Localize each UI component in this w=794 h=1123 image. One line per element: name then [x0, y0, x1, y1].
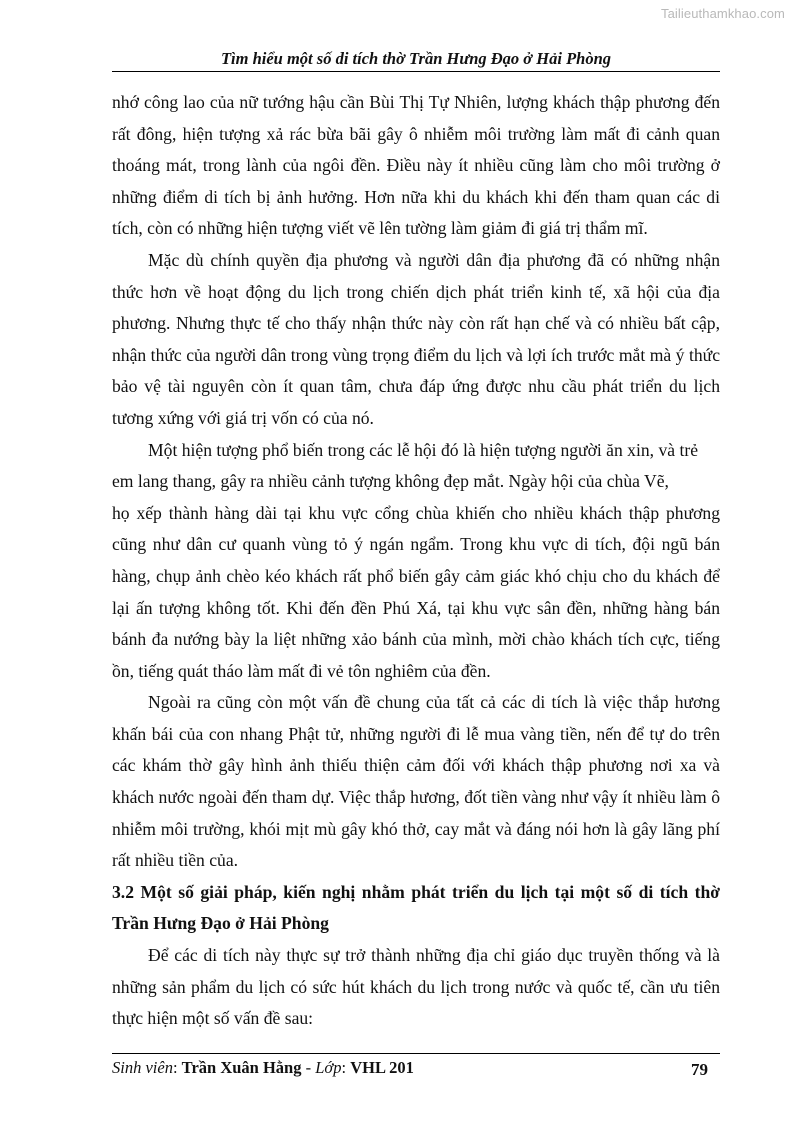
- document-body: [112, 87, 720, 1035]
- paragraph-3b: họ xếp thành hàng dài tại khu vực cổng chùa khiến cho nhiều khách thập phương cũng như dân cư quanh vùng tỏ ý ngán ngẩm. Trong khu vực di tích, đội ngũ bán hàng, chụp ảnh chèo kéo khách rất phổ biến gây cảm giác khó chịu cho du khách để lại ấn tượng không tốt. Khi đến đền Phú Xá, tại khu vực sân đền, những hàng bán bánh đa nướng bày la liệt những xảo bánh của mình, mời chào khách tích cực, tiếng ồn, tiếng quát tháo làm mất đi vẻ tôn nghiêm của đền.: [112, 502, 720, 681]
- footer-separator: :: [172, 1058, 182, 1077]
- paragraph-5: Để các di tích này thực sự trở thành những địa chỉ giáo dục truyền thống và là những sản phẩm du lịch có sức hút khách du lịch trong nước và quốc tế, cần ưu tiên thực hiện một số vấn đề sau:: [112, 945, 720, 1029]
- section-heading-3-2: 3.2 Một số giải pháp, kiến nghị nhằm phát triển du lịch tại một số di tích thờ Trần Hưng Đạo ở Hải Phòng: [112, 881, 720, 934]
- footer-separator-2: :: [341, 1058, 351, 1077]
- student-name: Trần Xuân Hằng: [181, 1058, 302, 1077]
- class-label: Lớp: [315, 1058, 342, 1077]
- header-divider: [112, 71, 720, 72]
- page-footer: [112, 1058, 720, 1078]
- paragraph-3a: Một hiện tượng phổ biến trong các lễ hội đó là hiện tượng người ăn xin, và trẻ em lang thang, gây ra nhiều cảnh tượng không đẹp mắt. Ngày hội của chùa Vẽ,: [112, 439, 699, 492]
- paragraph-1: nhớ công lao của nữ tướng hậu cần Bùi Thị Tự Nhiên, lượng khách thập phương đến rất đông, hiện tượng xả rác bừa bãi gây ô nhiễm môi trường làm mất đi cảnh quan thoáng mát, trong lành của ngôi đền. Điều này ít nhiều cũng làm cho môi trường ở những điểm di tích bị ảnh hưởng. Hơn nữa khi du khách khi đến tham quan các di tích, còn có những hiện tượng viết vẽ lên tường làm giảm đi giá trị thẩm mĩ.: [112, 92, 720, 239]
- footer-dash: -: [301, 1058, 316, 1077]
- running-header: Tìm hiểu một số di tích thờ Trần Hưng Đạo ở Hải Phòng: [220, 49, 612, 68]
- student-label: Sinh viên: [112, 1058, 173, 1077]
- class-value: VHL 201: [350, 1058, 414, 1077]
- watermark: Tailieuthamkhao.com: [660, 6, 785, 21]
- paragraph-4: Ngoài ra cũng còn một vấn đề chung của tất cả các di tích là việc thắp hương khấn bái của con nhang Phật tử, những người đi lễ mua vàng tiền, nến để tự do trên các khám thờ gây hình ảnh thiếu thiện cảm đối với khách thập phương nơi xa và khách nước ngoài đến tham dự. Việc thắp hương, đốt tiền vàng như vậy ít nhiều làm ô nhiễm môi trường, khói mịt mù gây khó thở, cay mắt và đáng nói hơn là gây lãng phí rất nhiều tiền của.: [112, 692, 720, 871]
- paragraph-2: Mặc dù chính quyền địa phương và người dân địa phương đã có những nhận thức hơn về hoạt động du lịch trong chiến dịch phát triển kinh tế, xã hội của địa phương. Nhưng thực tế cho thấy nhận thức này còn rất hạn chế và có nhiều bất cập, nhận thức của người dân trong vùng trọng điểm du lịch và lợi ích trước mắt mà ý thức bảo vệ tài nguyên còn ít quan tâm, chưa đáp ứng được nhu cầu phát triển du lịch tương xứng với giá trị vốn có của nó.: [112, 249, 720, 428]
- page-number: 79: [691, 1060, 708, 1079]
- footer-divider: [112, 1053, 720, 1054]
